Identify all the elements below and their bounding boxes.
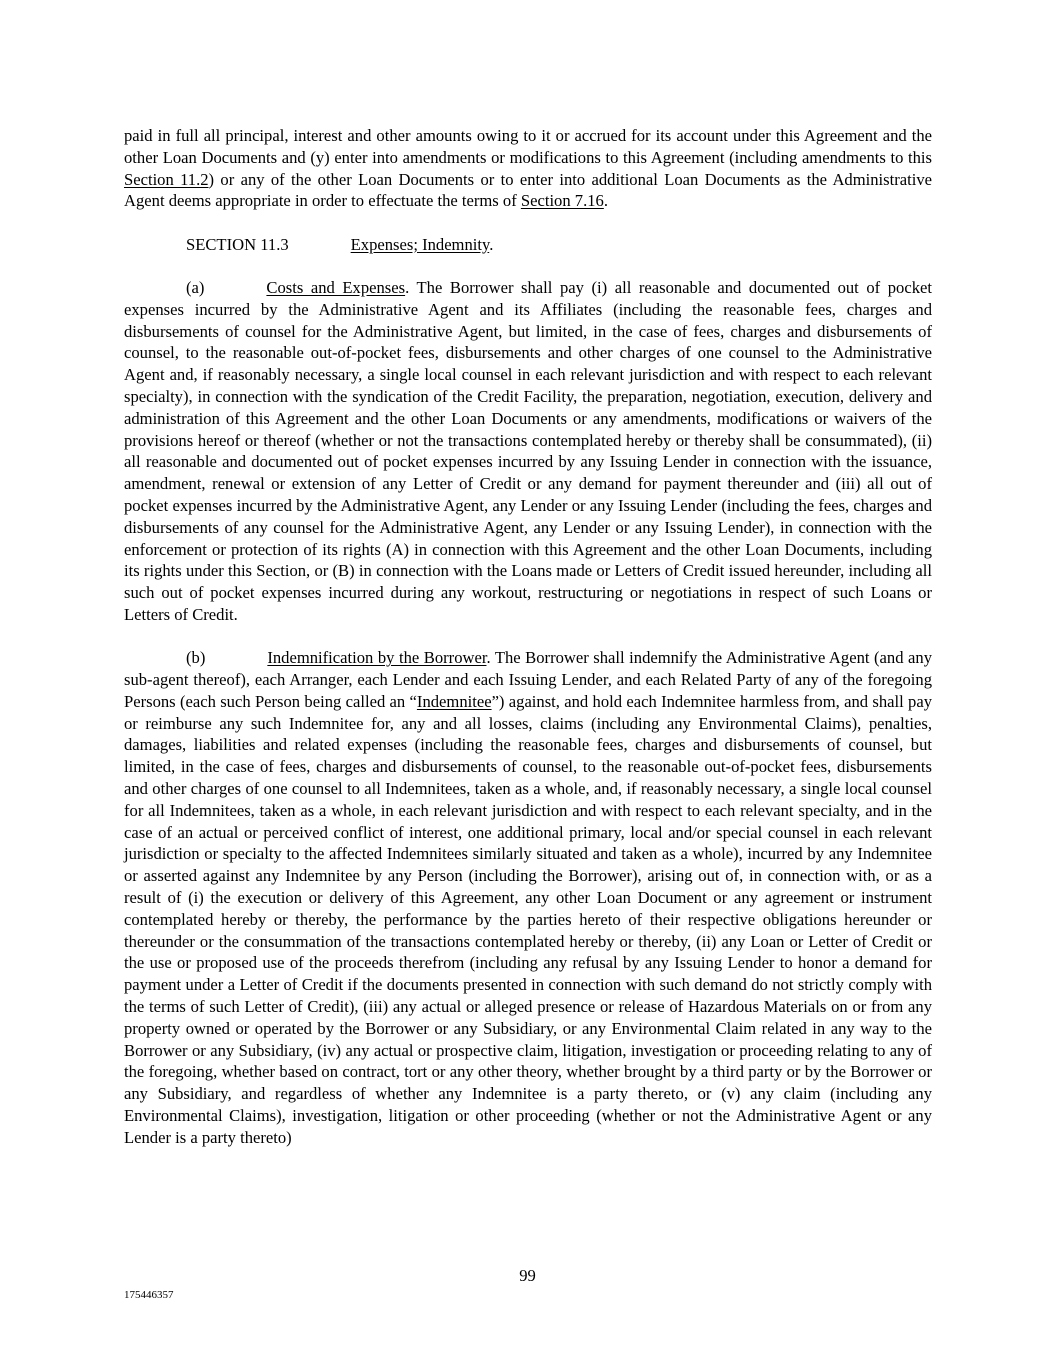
subsection-label: (b): [186, 648, 206, 668]
page-number: 99: [519, 1266, 536, 1285]
paragraph-continuation: [124, 125, 932, 212]
paragraph-costs-and-expenses: [124, 277, 932, 626]
section-title: Expenses; Indemnity: [350, 234, 490, 254]
paragraph-text: . The Borrower shall indemnify the Administrative Agent (and any sub-agent thereof), each Arranger, each Lender and each Issuing Lender, and each Related Party of any of the foregoing Persons (each such Person being called an “: [124, 648, 932, 711]
subsection-heading: Costs and Expenses: [266, 277, 406, 297]
paragraph-text: ) or any of the other Loan Documents or to enter into additional Loan Documents as the Administrative Agent deems appropriate in order to effectuate the terms of: [124, 169, 932, 211]
section-reference-link[interactable]: Section 7.16: [520, 191, 604, 211]
section-heading: [124, 234, 932, 256]
section-reference-link[interactable]: Section 11.2: [124, 169, 209, 189]
paragraph-text: ”) against, and hold each Indemnitee harmless from, and shall pay or reimburse any such Indemnitee for, any and all losses, claims (including any Environmental Claims), penalties, damages, liabilities and related expenses (including the reasonable fees, charges and disbursements of counsel, but limited, in the case of fees, charges and disbursements of counsel, to the reasonable out-of-pocket fees, disbursements and other charges of one counsel to all Indemnitees, taken as a whole, and, if reasonably necessary, a single local counsel for all Indemnitees, taken as a whole, in each relevant jurisdiction and with respect to each relevant specialty, and in the case of an actual or perceived conflict of interest, one additional primary, local and/or special counsel in each relevant jurisdiction or specialty to the affected Indemnitees similarly situated and taken as a whole), incurred by any Indemnitee or asserted against any Indemnitee by any Person (including the Borrower), arising out of, in connection with, or as a result of (i) the execution or delivery of this Agreement, any other Loan Document or any agreement or instrument contemplated hereby or thereby, the performance by the parties hereto of their respective obligations hereunder or thereunder or the consummation of the transactions contemplated hereby or thereby, (ii) any Loan or Letter of Credit or the use or proposed use of the proceeds therefrom (including any refusal by any Issuing Lender to honor a demand for payment under a Letter of Credit if the documents presented in connection with such demand do not strictly comply with the terms of such Letter of Credit), (iii) any actual or alleged presence or release of Hazardous Materials on or from any property owned or operated by the Borrower or any Subsidiary, or any Environmental Claim related in any way to the Borrower or any Subsidiary, (iv) any actual or prospective claim, litigation, investigation or proceeding relating to any of the foregoing, whether based on contract, tort or any other theory, whether brought by a third party or by the Borrower or any Subsidiary, and regardless of whether any Indemnitee is a party thereto, or (v) any claim (including any Environmental Claims), investigation, litigation or other proceeding (whether or not the Administrative Agent or any Lender is a party thereto): [124, 691, 932, 1147]
paragraph-text: paid in full all principal, interest and other amounts owing to it or accrued for its account under this Agreement and the other Loan Documents and (y) enter into amendments or modifications to this Agreement (including amendments to this: [124, 126, 932, 167]
defined-term: Indemnitee: [416, 691, 492, 711]
document-body: [124, 125, 932, 1149]
paragraph-text: .: [603, 191, 608, 211]
section-number: SECTION 11.3: [186, 234, 289, 254]
section-title-period: .: [489, 234, 494, 254]
subsection-label: (a): [186, 277, 205, 297]
paragraph-indemnification: [124, 647, 932, 1148]
subsection-heading: Indemnification by the Borrower: [267, 648, 487, 668]
document-id: 175446357: [124, 1289, 174, 1301]
paragraph-text: . The Borrower shall pay (i) all reasonable and documented out of pocket expenses incurred by the Administrative Agent and its Affiliates (including the reasonable fees, charges and disbursements of counsel for the Administrative Agent, but limited, in the case of fees, charges and disbursements of counsel, to the reasonable out-of-pocket fees, disbursements and other charges of one counsel to the Administrative Agent and, if reasonably necessary, a single local counsel in each relevant jurisdiction and with respect to each relevant specialty), in connection with the syndication of the Credit Facility, the preparation, negotiation, execution, delivery and administration of this Agreement and the other Loan Documents or any amendments, modifications or waivers of the provisions hereof or thereof (whether or not the transactions contemplated hereby or thereby shall be consummated), (ii) all reasonable and documented out of pocket expenses incurred by any Issuing Lender in connection with the issuance, amendment, renewal or extension of any Letter of Credit or any demand for payment thereunder and (iii) all out of pocket expenses incurred by the Administrative Agent, any Lender or any Issuing Lender (including the fees, charges and disbursements of any counsel for the Administrative Agent, any Lender or any Issuing Lender), in connection with the enforcement or protection of its rights (A) in connection with this Agreement and the other Loan Documents, including its rights under this Section, or (B) in connection with the Loans made or Letters of Credit issued hereunder, including all such out of pocket expenses incurred during any workout, restructuring or negotiations in respect of such Loans or Letters of Credit.: [124, 277, 932, 624]
